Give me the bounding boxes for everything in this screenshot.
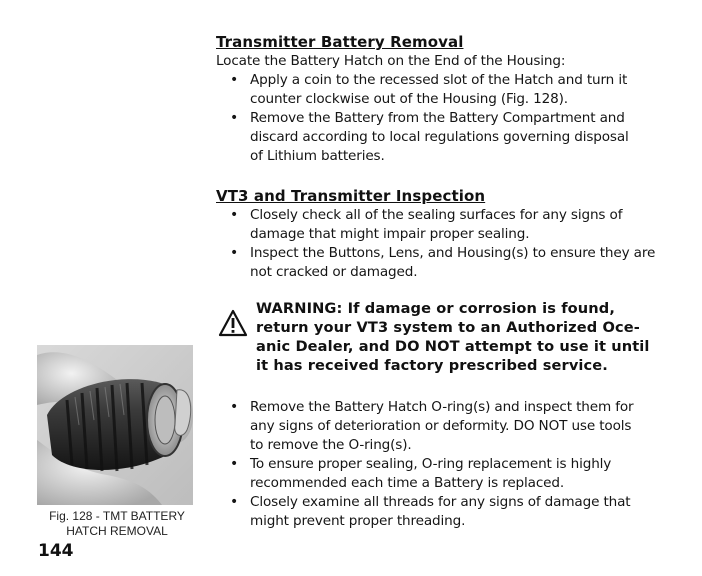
bullet-list-oring bbox=[216, 398, 676, 531]
intro-text: Locate the Battery Hatch on the End of the Housing: bbox=[216, 53, 566, 69]
warning-triangle-icon bbox=[218, 309, 248, 337]
page-number: 144 bbox=[38, 541, 74, 561]
list-item: • Apply a coin to the recessed slot of the Hatch and turn it counter clockwise out of the Housing (Fig. 128). bbox=[216, 71, 676, 109]
list-item: • Inspect the Buttons, Lens, and Housing(s) to ensure they are not cracked or damaged. bbox=[216, 244, 676, 282]
section-inspection bbox=[216, 187, 676, 282]
heading-battery-removal: Transmitter Battery Removal bbox=[216, 33, 464, 51]
warning-block bbox=[218, 299, 668, 375]
bullet-list-inspection bbox=[216, 206, 676, 282]
battery-hatch-photo bbox=[37, 345, 193, 505]
figure-caption: Fig. 128 - TMT BATTERY HATCH REMOVAL bbox=[49, 509, 185, 538]
section-oring-threads bbox=[216, 398, 676, 531]
heading-inspection: VT3 and Transmitter Inspection bbox=[216, 187, 486, 205]
list-item: • Remove the Battery from the Battery Compartment and discard according to local regulations governing disposal of Lithium batteries. bbox=[216, 109, 676, 166]
figure-photo bbox=[37, 345, 193, 505]
warning-text: WARNING: If damage or corrosion is found, return your VT3 system to an Authorized Oce- anic Dealer, and DO NOT attempt to use it until it has received factory prescribed service. bbox=[256, 300, 650, 374]
list-item: • Remove the Battery Hatch O-ring(s) and inspect them for any signs of deterioration or deformity. DO NOT use tools to remove the O-ring(s). bbox=[216, 398, 676, 455]
list-item: • To ensure proper sealing, O-ring replacement is highly recommended each time a Battery is replaced. bbox=[216, 455, 676, 493]
list-item: • Closely check all of the sealing surfaces for any signs of damage that might impair proper sealing. bbox=[216, 206, 676, 244]
bullet-list-removal bbox=[216, 71, 676, 166]
section-battery-removal bbox=[216, 33, 676, 166]
list-item: • Closely examine all threads for any signs of damage that might prevent proper threading. bbox=[216, 493, 676, 531]
